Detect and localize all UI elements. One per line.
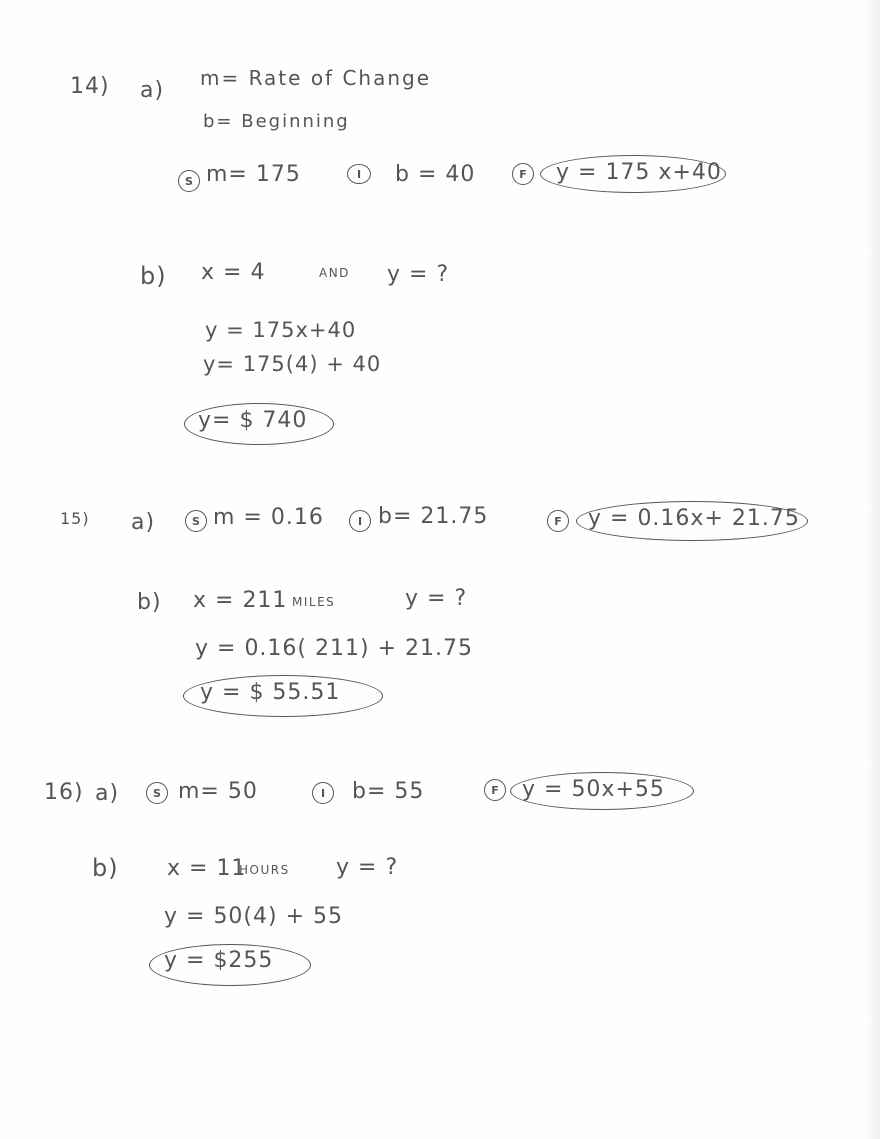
problem-16-f-marker: F — [484, 779, 506, 801]
problem-15-i-marker: I — [349, 510, 371, 532]
problem-15-part-a-label: a) — [131, 510, 156, 535]
problem-14-given-x: x = 4 — [201, 260, 266, 285]
problem-16-part-b-label: b) — [92, 854, 119, 882]
problem-15-number: 15) — [60, 509, 90, 528]
problem-16-final-equation: y = 50x+55 — [522, 777, 665, 802]
problem-14-b-definition: b= Beginning — [203, 111, 350, 132]
problem-15-final-equation: y = 0.16x+ 21.75 — [588, 506, 800, 531]
problem-14-answer: y= $ 740 — [198, 408, 308, 433]
problem-14-step-2: y= 175(4) + 40 — [203, 352, 382, 376]
problem-15-find-y: y = ? — [405, 586, 468, 611]
problem-15-s-marker: S — [185, 510, 207, 532]
problem-14-m-definition: m= Rate of Change — [200, 66, 432, 90]
problem-14-number: 14) — [70, 74, 110, 99]
problem-16-part-a-label: a) — [95, 781, 120, 806]
problem-14-m-value: m= 175 — [206, 162, 301, 187]
problem-15-answer: y = $ 55.51 — [200, 680, 341, 705]
problem-16-m-value: m= 50 — [178, 779, 258, 804]
problem-16-answer: y = $255 — [164, 948, 274, 973]
problem-16-given-x: x = 11 — [167, 856, 247, 881]
problem-16-hours-word: HOURS — [239, 863, 290, 877]
problem-14-s-marker: S — [178, 170, 200, 192]
problem-15-given-x: x = 211 — [193, 588, 288, 613]
problem-16-i-marker: I — [312, 782, 334, 804]
problem-16-s-marker: S — [146, 782, 168, 804]
problem-14-part-a-label: a) — [140, 78, 165, 103]
problem-14-find-y: y = ? — [387, 262, 450, 287]
problem-15-m-value: m = 0.16 — [213, 505, 324, 530]
problem-14-b-value: b = 40 — [395, 162, 476, 187]
problem-15-f-marker: F — [547, 510, 569, 532]
problem-15-step-1: y = 0.16( 211) + 21.75 — [195, 636, 473, 661]
problem-16-find-y: y = ? — [336, 855, 399, 880]
problem-16-step-1: y = 50(4) + 55 — [164, 904, 344, 929]
problem-15-part-b-label: b) — [137, 590, 162, 615]
problem-14-and-word: AND — [319, 266, 350, 280]
page-edge-shadow — [866, 0, 880, 1139]
problem-16-b-value: b= 55 — [352, 779, 425, 804]
problem-14-part-b-label: b) — [140, 262, 167, 290]
problem-15-b-value: b= 21.75 — [378, 504, 489, 529]
problem-14-final-equation: y = 175 x+40 — [556, 160, 722, 185]
problem-15-miles-word: MILES — [292, 595, 336, 609]
problem-14-i-marker: I — [347, 164, 371, 184]
problem-14-f-marker: F — [512, 163, 534, 185]
problem-16-number: 16) — [44, 780, 84, 805]
problem-14-step-1: y = 175x+40 — [205, 318, 357, 342]
